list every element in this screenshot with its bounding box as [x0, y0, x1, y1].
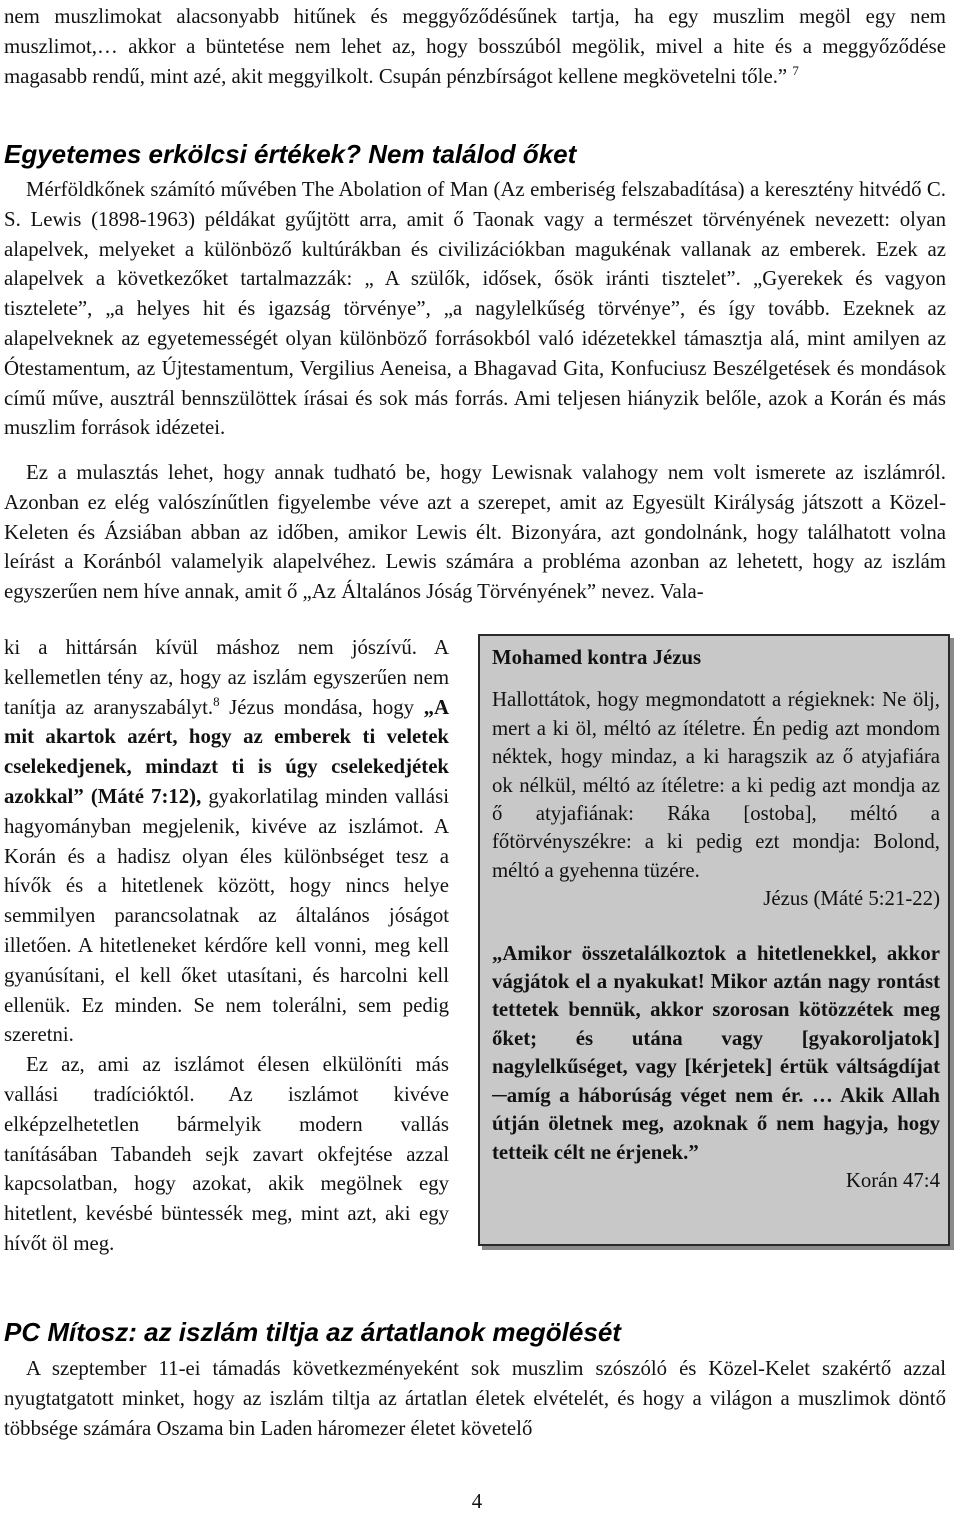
left-column — [4, 633, 449, 1259]
body-paragraph: Ez a mulasztás lehet, hogy annak tudható be, hogy Lewisnak valahogy nem volt ismerete az iszlámról. Azonban ez elég valószínűtlen figyelembe véve azt a szerepet, amit az Egyesült Királyság játszott a Közel-Keleten és Ázsiában abban az időben, amikor Lewis élt. Bizonyára, azt gondolnánk, hogy találhatott volna leírást a Koránból valamelyik alapelvéhez. Lewis számára a probléma azonban az lehetett, hogy az iszlám egyszerűen nem híve annak, amit ő „Az Általános Jóság Törvényének” nevez. Vala- — [4, 461, 946, 604]
sidebar-title: Mohamed kontra Jézus — [492, 646, 702, 669]
intro-text: nem muszlimokat alacsonyabb hitűnek és meggyőződésűnek tartja, ha egy muszlim megöl egy nem muszlimot,… akkor a büntetése nem lehet az, hogy bosszúból megölik, mivel a hite és a meggyőződése magasabb rendű, mint azé, akit meggyilkolt. Csupán pénzbírságot kellene megkövetelni tőle.” — [4, 5, 946, 88]
section-heading: PC Mítosz: az iszlám tiltja az ártatlanok megölését — [4, 1317, 621, 1347]
footnote-marker[interactable]: 8 — [213, 693, 220, 709]
jesus-quote: Hallottátok, hogy megmondatott a régieknek: Ne ölj, mert a ki öl, méltó az ítéletre. Én pedig azt mondom néktek, hogy mindaz, a ki haragszik az ő atyjafiára ok nélkül, méltó az ítéletre: a ki pedig azt mondja az ő atyjafiának: Ráka [ostoba], méltó a főtörvényszékre: a ki pedig ezt mondja: Bolond, méltó a gyehenna tüzére. — [492, 688, 940, 882]
document-page — [4, 0, 950, 1518]
koran-quote-text: „Amikor összetalálkoztok a hitetlenekkel, akkor vágjátok el a nyakukat! Mikor aztán nagy rontást tettetek bennük, akkor szorosan kötözzétek meg őket; és utána vagy [gyakoroljatok] nagylelkűséget, vagy [kérjetek] értük váltságdíjat — [492, 941, 940, 1079]
section-heading: Egyetemes erkölcsi értékek? Nem találod őket — [4, 139, 577, 169]
column-paragraph: Ez az, ami az iszlámot élesen elkülöníti más vallási tradícióktól. Az iszlámot kivéve elképzelhetetlen bármelyik modern vallás tanításában Tabandeh sejk zavart okfejtése azzal kapcsolatban, hogy azokat, akik megölnek egy hitetlent, kevésbé büntessék meg, mint azt, aki egy hívőt öl meg. — [4, 1053, 449, 1255]
page-number: 4 — [471, 1490, 483, 1513]
em-dash: ─ — [492, 1083, 507, 1107]
koran-reference: Korán 47:4 — [845, 1168, 940, 1192]
column-text: gyakorlatilag minden vallási hagyományban megjelenik, kivéve az iszlámot. A Korán és a hadisz olyan éles különbséget tesz a hívők és a hitetlenek között, hogy nincs helye semmilyen parancsolatnak az általános jóságot illetően. A hitetleneket kérdőre kell vonni, meg kell gyanúsítani, el kell őket utasítani, és harcolni kell ellenük. Ez minden. Se nem tolerálni, sem pedig szeretni. — [4, 784, 449, 1047]
column-text: Jézus mondása, hogy — [219, 695, 424, 719]
column-paragraph — [4, 633, 449, 1050]
comparison-sidebar — [478, 634, 950, 1246]
footnote-marker[interactable]: 7 — [792, 62, 799, 78]
koran-quote — [492, 940, 940, 1167]
koran-quote-text: amíg a háborúság véget nem ér. … Akik Allah útján öletnek meg, azoknak ő nem hagyja, hogy tetteik célt ne érjenek.” — [492, 1083, 940, 1164]
jesus-reference: Jézus (Máté 5:21-22) — [763, 887, 940, 911]
bible-quote: „A mit akartok azért, hogy az emberek ti veletek cselekedjenek, mindazt ti is úgy cselekedjétek azokkal” (Máté 7:12), — [4, 695, 449, 808]
column-text: ki a hittársán kívül máshoz nem jószívű. A kellemetlen tény az, hogy az iszlám egyszerűen nem tanítja az aranyszabályt. — [4, 636, 449, 719]
body-paragraph: A szeptember 11-ei támadás következményeként sok muszlim szószóló és Közel-Kelet szakértő azzal nyugtatgatott minket, hogy az iszlám tiltja az ártatlan életek elvételét, és hogy a világon a muszlimok döntő többsége számára Oszama bin Laden háromezer életet követelő — [4, 1357, 946, 1440]
body-paragraph: Mérföldkőnek számító művében The Abolation of Man (Az emberiség felszabadítása) a keresztény hitvédő C. S. Lewis (1898-1963) példákat gyűjtött arra, amit ő Taonak vagy a természet törvényének nevezett: olyan alapelvek, melyeket a különböző kultúrákban és civilizációkban magukénak vallanak az emberek. Ezek az alapelvek a következőket tartalmazzák: „ A szülők, idősek, ősök iránti tisztelet”. „Gyerekek és vagyon tisztelete”, „a helyes hit és igazság törvénye”, „a nagylelkűség törvénye”, és így tovább. Ezeknek az alapelveknek az egyetemességét olyan különböző forrásokból való idézetekkel támasztja alá, mint amilyen az Ótestamentum, az Újtestamentum, Vergilius Aeneisa, a Bhagavad Gita, Konfuciusz Beszélgetések és mondások című műve, ausztrál bennszülöttek írásai és sok más forrás. Ami teljesen hiányzik belőle, azok a Korán és más muszlim források idézetei. — [4, 178, 946, 440]
intro-paragraph — [4, 2, 946, 91]
